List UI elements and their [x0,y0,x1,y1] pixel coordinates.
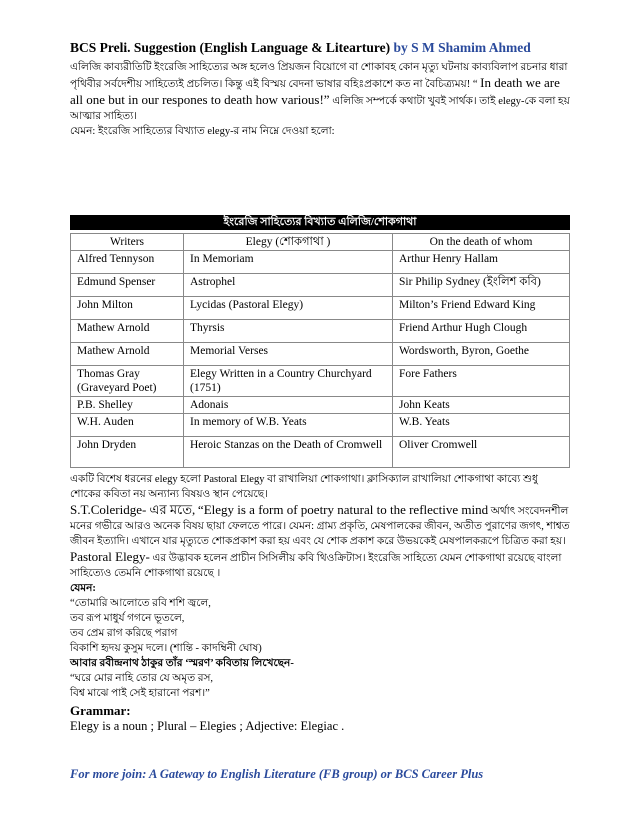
cell-elegy: Memorial Verses [184,343,393,366]
coleridge-rest: অর্থাৎ সংবেদনশীল মনের গভীরে আরও অনেক বিষয় ছায়া ফেলতে পারে। যেমন: গ্রাম্য প্রকৃতি, মেষপালকের জীবন, অতীত পুরাণের জগৎ, শাশ্বত জীবন ইত্যাদি। এখানে যার মৃত্যুতে শোকপ্রকাশ করা হয় এবং যে শোক প্রকাশ করে উভয়কেই মেষপালকরূপে চিত্রিত করা হয়। [70,506,570,547]
table-row [71,297,570,320]
poem-line: “তোমারি আলোতে রবি শশি জ্বলে, [70,598,211,609]
header-elegy: Elegy (শোকগাথা ) [184,234,393,251]
cell-writer: Edmund Spenser [71,274,184,297]
header-writers: Writers [71,234,184,251]
table-row [71,437,570,468]
table-row [71,274,570,297]
title-text: BCS Preli. Suggestion (English Language & Litearture) [70,40,391,55]
cell-elegy: Heroic Stanzas on the Death of Cromwell [184,437,393,468]
cell-death-of: Arthur Henry Hallam [393,251,570,274]
cell-writer: W.H. Auden [71,414,184,437]
footer-note: For more join: A Gateway to English Literature (FB group) or BCS Career Plus [70,767,484,781]
table-row [71,366,570,397]
cell-elegy: Elegy Written in a Country Churchyard (1751) [184,366,393,397]
cell-elegy: In memory of W.B. Yeats [184,414,393,437]
intro-example-line: যেমন: ইংরেজি সাহিত্যের বিখ্যাত elegy-র নাম নিম্নে দেওয়া হলো: [70,126,335,137]
cell-writer: Alfred Tennyson [71,251,184,274]
document-page [70,40,570,734]
cell-writer: John Dryden [71,437,184,468]
cell-death-of: Friend Arthur Hugh Clough [393,320,570,343]
cell-death-of: Sir Philip Sydney (ইংলিশ কবি) [393,274,570,297]
title-author: by S M Shamim Ahmed [393,40,531,55]
cell-death-of: Milton’s Friend Edward King [393,297,570,320]
pastoral-elegy-paragraph: একটি বিশেষ ধরনের elegy হলো Pastoral Elegy বা রাখালিয়া শোকগাথা। ক্লাসিক্যাল রাখালিয়া শোকগাথা কাব্যে শুধু শোকের কবিতা নয় অন্যান্য বিষয়ও স্থান পেয়েছে। [70,474,538,500]
poem-line: বিশ্ব মাঝে পাই সেই হারানো পরশ।” [70,688,210,699]
table-title-band: ইংরেজি সাহিত্যের বিখ্যাত এলিজি/শোকগাথা [70,215,570,230]
table-row [71,320,570,343]
elegy-table [70,233,570,468]
intro-quote: In death we are all one but in our respones to death how various!” [70,75,560,107]
table-row [71,251,570,274]
grammar-heading: Grammar: [70,703,131,718]
cell-death-of: John Keats [393,397,570,414]
tagore-line: আবার রবীন্দ্রনাথ ঠাকুর তাঁর ‘স্মরণ’ কবিতায় লিখেছেন- [70,658,294,669]
poem-line: বিকাশি হৃদয় কুসুম দলে। (শান্তি - কাদম্বিনী ঘোষ) [70,643,262,654]
cell-elegy: Adonais [184,397,393,414]
table-header-row [71,234,570,251]
table-row [71,343,570,366]
table-row [71,414,570,437]
coleridge-paragraph [70,502,570,581]
table-row [71,397,570,414]
coleridge-quote: “Elegy is a form of poetry natural to the reflective mind [197,502,489,517]
cell-writer: John Milton [71,297,184,320]
page-title [70,40,570,56]
intro-tail: এলিজি সম্পর্কে কথাটা খুবই সার্থক। তাই elegy-কে বলা হয় আত্মার সাহিত্য। [70,96,570,122]
cell-death-of: Fore Fathers [393,366,570,397]
coleridge-lead: S.T.Coleridge- এর মতে, [70,502,196,517]
cell-death-of: Wordsworth, Byron, Goethe [393,343,570,366]
coleridge-end: এর উদ্ভাবক হলেন প্রাচীন সিসিলীয় কবি থিওক্রিটাস। ইংরেজি সাহিত্যে যেমন শোকগাথা রয়েছে বাংলা সাহিত্যেও তেমনি শোকগাথা রয়েছে । [70,553,562,579]
cell-writer: P.B. Shelley [71,397,184,414]
cell-death-of: W.B. Yeats [393,414,570,437]
intro-text: এলিজি কাব্যরীতিটি ইংরেজি সাহিত্যের অঙ্গ হলেও প্রিয়জন বিয়োগে বা শোকাবহ কোন মৃত্যু ঘটনায় কাব্যবিলাপ রচনার ধারা পৃথিবীর সর্বদেশীয় সাহিত্যেই প্রচলিত। কিন্তু এই বিস্ময় বেদনা ভাষার বহিঃপ্রকাশে কত না বৈচিত্র্যময়! “ [70,62,568,90]
pastoral-elegy-term: Pastoral Elegy- [70,549,150,564]
cell-elegy: Lycidas (Pastoral Elegy) [184,297,393,320]
cell-elegy: In Memoriam [184,251,393,274]
poem-line: তব প্রেম রাগ করিছে পরাগ [70,628,178,639]
cell-death-of: Oliver Cromwell [393,437,570,468]
poem-line: তব রূপ মাধুর্য গগনে ভূতলে, [70,613,185,624]
cell-writer: Mathew Arnold [71,320,184,343]
intro-paragraph [70,60,570,124]
example-label: যেমন: [70,583,96,594]
header-death-of: On the death of whom [393,234,570,251]
cell-writer: Thomas Gray (Graveyard Poet) [71,366,184,397]
poem-line: “ঘরে মোর নাহি তোর যে অমৃত রস, [70,673,214,684]
blank-space [70,139,570,215]
grammar-text: Elegy is a noun ; Plural – Elegies ; Adjective: Elegiac . [70,719,345,733]
cell-writer: Mathew Arnold [71,343,184,366]
cell-elegy: Astrophel [184,274,393,297]
cell-elegy: Thyrsis [184,320,393,343]
